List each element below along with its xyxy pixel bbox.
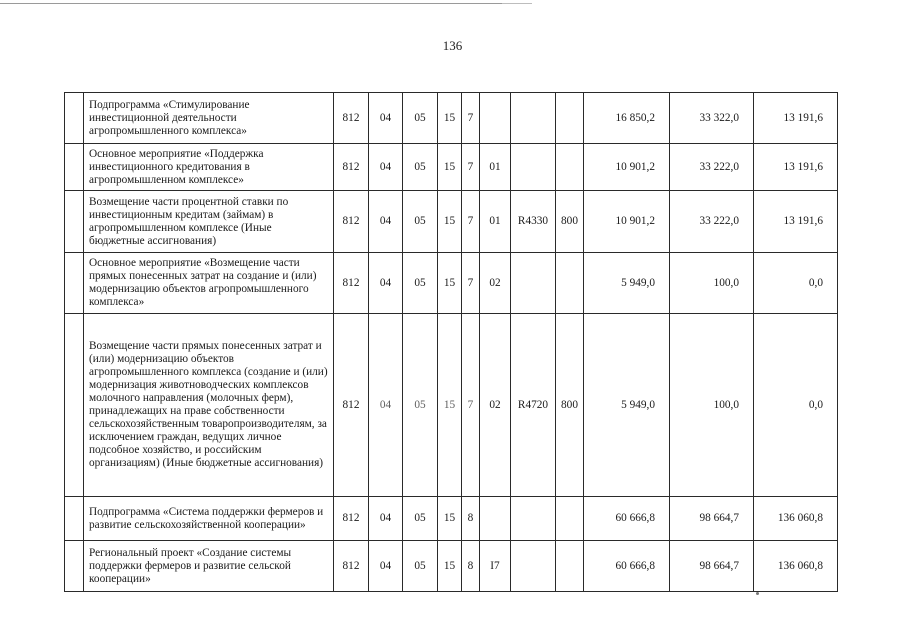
sum-year-3: 13 191,6 xyxy=(754,93,838,144)
subsection-code: 05 xyxy=(403,191,438,253)
sum-year-1: 10 901,2 xyxy=(584,144,670,191)
table-row xyxy=(65,93,838,144)
subsection-code: 05 xyxy=(403,144,438,191)
ministry-code: 812 xyxy=(334,93,369,144)
target-code xyxy=(511,93,556,144)
program-code: 15 xyxy=(438,314,462,497)
table-row xyxy=(65,144,838,191)
subsection-code: 05 xyxy=(403,314,438,497)
table-row xyxy=(65,191,838,253)
sum-year-3: 0,0 xyxy=(754,253,838,314)
table-row xyxy=(65,541,838,592)
program-code: 15 xyxy=(438,191,462,253)
page-number: 136 xyxy=(442,38,463,53)
scan-edge-line-2 xyxy=(502,3,532,4)
sum-year-3: 13 191,6 xyxy=(754,144,838,191)
table-row xyxy=(65,314,838,497)
subsection-code: 05 xyxy=(403,541,438,592)
blank-cell xyxy=(65,314,84,497)
row-name: Региональный проект «Создание системы поддержки фермеров и развитие сельской кооперации» xyxy=(84,541,334,592)
section-code: 04 xyxy=(369,314,403,497)
table-row xyxy=(65,253,838,314)
expense-type: 800 xyxy=(556,314,584,497)
target-code xyxy=(511,497,556,541)
event-code: 01 xyxy=(480,191,511,253)
event-code: I7 xyxy=(480,541,511,592)
event-code: 02 xyxy=(480,314,511,497)
sum-year-3: 136 060,8 xyxy=(754,541,838,592)
program-code: 15 xyxy=(438,93,462,144)
expense-type xyxy=(556,253,584,314)
subprogram-code: 7 xyxy=(462,93,480,144)
subprogram-code: 8 xyxy=(462,497,480,541)
program-code: 15 xyxy=(438,253,462,314)
blank-cell xyxy=(65,191,84,253)
section-code: 04 xyxy=(369,144,403,191)
section-code: 04 xyxy=(369,191,403,253)
ministry-code: 812 xyxy=(334,191,369,253)
target-code: R4720 xyxy=(511,314,556,497)
expense-type xyxy=(556,497,584,541)
event-code xyxy=(480,93,511,144)
event-code: 01 xyxy=(480,144,511,191)
scan-speck xyxy=(756,592,759,595)
subprogram-code: 7 xyxy=(462,144,480,191)
sum-year-1: 60 666,8 xyxy=(584,497,670,541)
sum-year-2: 100,0 xyxy=(670,314,754,497)
row-name: Подпрограмма «Стимулирование инвестиционной деятельности агропромышленного комплекса» xyxy=(84,93,334,144)
subsection-code: 05 xyxy=(403,497,438,541)
sum-year-2: 33 222,0 xyxy=(670,191,754,253)
target-code xyxy=(511,144,556,191)
blank-cell xyxy=(65,144,84,191)
sum-year-2: 98 664,7 xyxy=(670,541,754,592)
subprogram-code: 8 xyxy=(462,541,480,592)
sum-year-3: 13 191,6 xyxy=(754,191,838,253)
sum-year-3: 136 060,8 xyxy=(754,497,838,541)
table-row xyxy=(65,497,838,541)
target-code xyxy=(511,253,556,314)
section-code: 04 xyxy=(369,541,403,592)
ministry-code: 812 xyxy=(334,541,369,592)
ministry-code: 812 xyxy=(334,314,369,497)
subprogram-code: 7 xyxy=(462,253,480,314)
expense-type xyxy=(556,93,584,144)
section-code: 04 xyxy=(369,497,403,541)
sum-year-1: 60 666,8 xyxy=(584,541,670,592)
sum-year-1: 5 949,0 xyxy=(584,253,670,314)
sum-year-1: 10 901,2 xyxy=(584,191,670,253)
scan-edge-line xyxy=(0,3,530,4)
target-code xyxy=(511,541,556,592)
event-code xyxy=(480,497,511,541)
expense-type: 800 xyxy=(556,191,584,253)
row-name: Основное мероприятие «Поддержка инвестиционного кредитования в агропромышленном комплексе» xyxy=(84,144,334,191)
sum-year-1: 16 850,2 xyxy=(584,93,670,144)
program-code: 15 xyxy=(438,144,462,191)
blank-cell xyxy=(65,93,84,144)
subsection-code: 05 xyxy=(403,253,438,314)
target-code: R4330 xyxy=(511,191,556,253)
subsection-code: 05 xyxy=(403,93,438,144)
row-name: Возмещение части прямых понесенных затрат и (или) модернизацию объектов агропромышленного комплекса (создание и (или) модернизация животноводческих комплексов молочного направления (молочных ферм), принадлежащих на праве собственности сельскохозяйственным товаропроизводителям, за исключением граждан, ведущих личное подсобное хозяйство, и российским организациям) (Иные бюджетные ассигнования) xyxy=(84,314,334,497)
ministry-code: 812 xyxy=(334,144,369,191)
budget-table xyxy=(64,92,838,592)
program-code: 15 xyxy=(438,497,462,541)
expense-type xyxy=(556,144,584,191)
sum-year-1: 5 949,0 xyxy=(584,314,670,497)
row-name: Подпрограмма «Система поддержки фермеров и развитие сельскохозяйственной кооперации» xyxy=(84,497,334,541)
sum-year-2: 98 664,7 xyxy=(670,497,754,541)
blank-cell xyxy=(65,541,84,592)
ministry-code: 812 xyxy=(334,497,369,541)
ministry-code: 812 xyxy=(334,253,369,314)
section-code: 04 xyxy=(369,253,403,314)
sum-year-2: 33 322,0 xyxy=(670,93,754,144)
expense-type xyxy=(556,541,584,592)
section-code: 04 xyxy=(369,93,403,144)
sum-year-2: 33 222,0 xyxy=(670,144,754,191)
sum-year-2: 100,0 xyxy=(670,253,754,314)
blank-cell xyxy=(65,253,84,314)
blank-cell xyxy=(65,497,84,541)
row-name: Возмещение части процентной ставки по инвестиционным кредитам (займам) в агропромышленном комплексе (Иные бюджетные ассигнования) xyxy=(84,191,334,253)
event-code: 02 xyxy=(480,253,511,314)
row-name: Основное мероприятие «Возмещение части прямых понесенных затрат на создание и (или) модернизацию объектов агропромышленного комплекса» xyxy=(84,253,334,314)
program-code: 15 xyxy=(438,541,462,592)
subprogram-code: 7 xyxy=(462,314,480,497)
subprogram-code: 7 xyxy=(462,191,480,253)
sum-year-3: 0,0 xyxy=(754,314,838,497)
